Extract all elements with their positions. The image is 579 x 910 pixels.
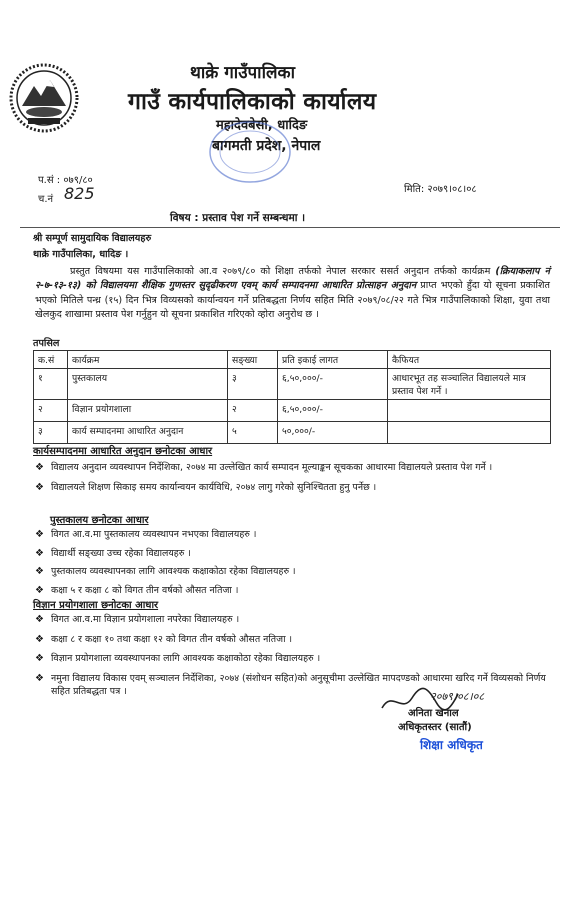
table-cell bbox=[388, 400, 551, 422]
table-cell: ५ bbox=[228, 422, 278, 444]
list-item-text: नमुना विद्यालय विकास एवम् सञ्चालन निर्देशिका, २०७४ (संशोधन सहित)को अनुसूचीमा उल्लेखित मापदण्डको आधारमा खरिद गर्ने विव्यसको निर्णय सहित प्रतिबद्धता पत्र । bbox=[51, 672, 546, 698]
office-name: गाउँ कार्यपालिकाको कार्यालय bbox=[128, 89, 377, 115]
list-item bbox=[33, 547, 551, 561]
program-table bbox=[33, 350, 551, 444]
header-cell: क.सं bbox=[34, 351, 68, 369]
list-item bbox=[33, 633, 551, 647]
addressee-line-2: थाक्रे गाउँपालिका, धादिङ । bbox=[33, 249, 129, 260]
addressee-line-1: श्री सम्पूर्ण सामुदायिक विद्यालयहरु bbox=[33, 233, 152, 244]
header-cell: प्रति इकाई लागत bbox=[278, 351, 388, 369]
list-item bbox=[33, 584, 551, 598]
dispatch-number: 825 bbox=[64, 184, 95, 203]
list-item bbox=[33, 528, 551, 542]
table-cell: १ bbox=[34, 369, 68, 400]
bullet-icon: ❖ bbox=[35, 672, 44, 684]
header-cell: कैफियत bbox=[388, 351, 551, 369]
bullet-icon: ❖ bbox=[35, 462, 44, 473]
header-cell: कार्यक्रम bbox=[68, 351, 228, 369]
table-cell: विज्ञान प्रयोगशाला bbox=[68, 400, 228, 422]
letter-date: मिति: २०७९।०८।०८ bbox=[404, 184, 477, 195]
table-cell: ६,५०,०००/- bbox=[278, 369, 388, 400]
list-item-text: विद्यालय अनुदान व्यवस्थापन निर्देशिका, २०७४ मा उल्लेखित कार्य सम्पादन मूल्याङ्कन सूचकका आधारमा विद्यालयले प्रस्ताव पेश गर्ने । bbox=[51, 462, 493, 473]
signatory-name: अनिता खनाल bbox=[408, 708, 459, 719]
body-text-1: प्रस्तुत विषयमा यस गाउँपालिकाको आ.व २०७९/८० को शिक्षा तर्फको नेपाल सरकार ससर्त अनुदान तर्फको कार्यक्रम bbox=[70, 266, 496, 277]
table-cell: २ bbox=[228, 400, 278, 422]
table-caption: तपसिल bbox=[33, 338, 60, 349]
bullet-icon: ❖ bbox=[35, 653, 44, 665]
bullet-icon: ❖ bbox=[35, 584, 44, 596]
office-seal-stamp bbox=[205, 118, 295, 186]
list-item-text: विगत आ.व.मा पुस्तकालय व्यवस्थापन नभएका विद्यालयहरु । bbox=[51, 529, 257, 540]
bullet-icon: ❖ bbox=[35, 614, 44, 625]
list-item-text: विज्ञान प्रयोगशाला व्यवस्थापनका लागि आवश्यक कक्षाकोठा रहेका विद्यालयहरु । bbox=[51, 653, 321, 665]
bullet-icon: ❖ bbox=[35, 633, 44, 645]
reference-number: प.सं : ०७९/८० bbox=[38, 175, 93, 186]
list-item bbox=[33, 613, 551, 627]
list-item bbox=[33, 481, 551, 495]
table-cell: ३ bbox=[228, 369, 278, 400]
table-cell: २ bbox=[34, 400, 68, 422]
list-item-text: विगत आ.व.मा विज्ञान प्रयोगशाला नपरेका विद्यालयहरु । bbox=[51, 614, 240, 625]
table-cell: ५०,०००/- bbox=[278, 422, 388, 444]
section-heading: कार्यसम्पादनमा आधारित अनुदान छनोटका आधार bbox=[33, 446, 213, 457]
table-row bbox=[34, 422, 551, 444]
signatory-title: अधिकृतस्तर (सातौं) bbox=[398, 722, 472, 733]
dispatch-label: च.नं bbox=[38, 194, 54, 205]
divider bbox=[20, 227, 560, 228]
municipality-name: थाक्रे गाउँपालिका bbox=[190, 63, 295, 83]
table-header-row bbox=[34, 351, 551, 369]
section-heading: विज्ञान प्रयोगशाला छनोटका आधार bbox=[33, 600, 159, 611]
body-text-2: प्राप्त भएको हुँदा यो सूचना प्रकाशित भएको मितिले पन्ध्र (१५) दिन भित्र विव्यसको कार्यान्वयन गर्ने प्रतिबद्धता निर्णय सहित मिति २०७९/०८/२२ गते भित्र गाउँपालिकाको शिक्षा, युवा तथा खेलकुद शाखामा प्रस्ताव पेश गर्नुहुन यो सूचना प्रकाशित गरिएको व्होरा अनुरोध छ । bbox=[35, 280, 550, 321]
office-province: बागमती प्रदेश, नेपाल bbox=[212, 138, 321, 154]
table-cell: ३ bbox=[34, 422, 68, 444]
nepal-emblem-logo bbox=[8, 62, 80, 134]
table-row bbox=[34, 400, 551, 422]
table-cell: ६,५०,०००/- bbox=[278, 400, 388, 422]
list-item bbox=[33, 652, 551, 666]
list-item-text: विद्यार्थी सङ्ख्या उच्च रहेका विद्यालयहरु । bbox=[51, 547, 191, 559]
bullet-icon: ❖ bbox=[35, 547, 44, 559]
list-item bbox=[33, 565, 551, 579]
bullet-icon: ❖ bbox=[35, 566, 44, 578]
office-location: महादेवबेसी, धादिङ bbox=[216, 118, 308, 133]
bullet-icon: ❖ bbox=[35, 481, 44, 493]
list-item-text: पुस्तकालय व्यवस्थापनका लागि आवश्यक कक्षाकोठा रहेका विद्यालयहरु । bbox=[51, 566, 296, 578]
criteria-list bbox=[33, 461, 551, 500]
section-heading: पुस्तकालय छनोटका आधार bbox=[50, 515, 149, 526]
list-item-text: कक्षा ८ र कक्षा १० तथा कक्षा १२ को विगत तीन वर्षको औसत नतिजा । bbox=[51, 633, 293, 645]
table-cell: पुस्तकालय bbox=[68, 369, 228, 400]
list-item-text: विद्यालयले शिक्षण सिकाइ समय कार्यान्वयन कार्यविधि, २०७४ लागु गरेको सुनिश्चितता हुनु पर्नेछ । bbox=[51, 481, 377, 493]
table-cell: कार्य सम्पादनमा आधारित अनुदान bbox=[68, 422, 228, 444]
table-row bbox=[34, 369, 551, 400]
bullet-icon: ❖ bbox=[35, 529, 44, 540]
letter-subject: विषय : प्रस्ताव पेश गर्ने सम्बन्धमा । bbox=[170, 212, 306, 224]
table-cell bbox=[388, 422, 551, 444]
officer-stamp: शिक्षा अधिकृत bbox=[420, 738, 483, 752]
list-item bbox=[33, 461, 551, 475]
body-program-name: (क्रियाकलाप नं २-७-१३-१३) को विद्यालयमा शैक्षिक गुणस्तर सुदृढीकरण एवम् कार्य सम्पादनमा आधारित प्रोत्साहन अनुदान bbox=[35, 266, 551, 292]
criteria-list bbox=[33, 528, 551, 602]
header-cell: सङ्ख्या bbox=[228, 351, 278, 369]
body-paragraph bbox=[35, 265, 550, 323]
list-item-text: कक्षा ५ र कक्षा ८ को विगत तीन वर्षको औसत नतिजा । bbox=[51, 584, 239, 596]
signature-date: २०७९।०८।०८ bbox=[430, 690, 485, 703]
table-cell: आधारभूत तह सञ्चालित विद्यालयले मात्र प्रस्ताव पेश गर्ने । bbox=[388, 369, 551, 400]
